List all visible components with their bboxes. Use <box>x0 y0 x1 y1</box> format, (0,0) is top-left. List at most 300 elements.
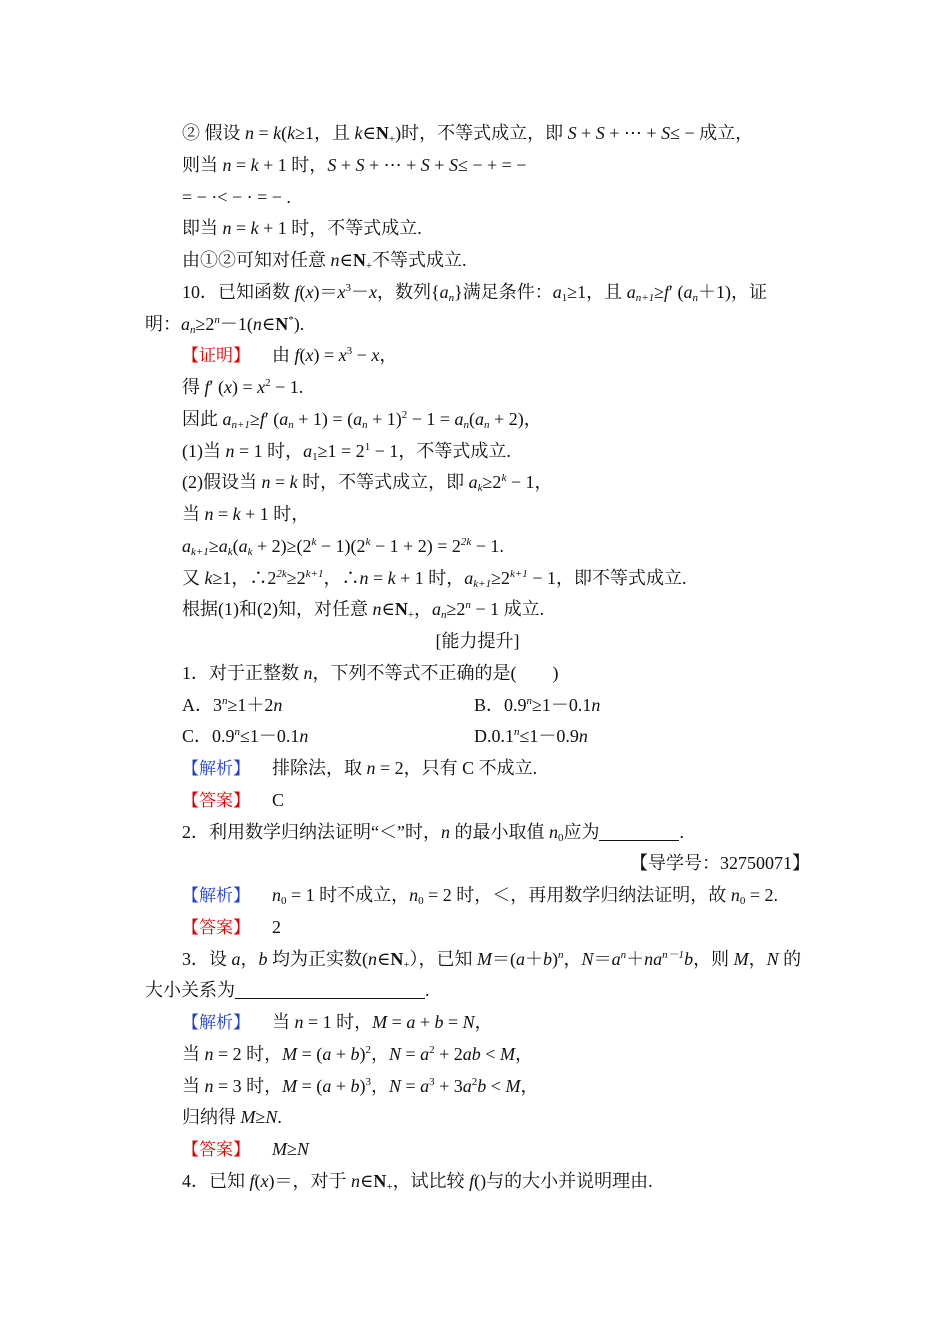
text-run: ) <box>359 1043 366 1064</box>
subscript: + <box>386 1180 393 1193</box>
subscript: + <box>365 260 373 272</box>
text-run: n <box>440 821 450 842</box>
subscript: k <box>477 482 483 495</box>
subscript: 0 <box>739 895 746 907</box>
text-run: x <box>305 345 314 366</box>
text-run: a <box>420 1075 430 1096</box>
text-run: a <box>611 948 621 969</box>
text-run: ， <box>514 1043 533 1064</box>
text-run: ( <box>299 345 306 366</box>
text-run: N <box>462 1012 475 1032</box>
text-run: − 1， <box>506 472 553 493</box>
text-run: 均为正实数( <box>267 948 368 969</box>
subscript: n <box>190 323 196 336</box>
text-run: = 1 时， <box>234 440 304 461</box>
text-run: n <box>409 885 419 905</box>
text-line <box>145 277 810 309</box>
text-run: . <box>679 821 684 842</box>
text-run: = <box>387 1012 407 1032</box>
option-left <box>182 726 308 746</box>
text-run: M <box>282 1043 298 1064</box>
text-run: 不等式成立. <box>372 250 467 270</box>
text-run: k <box>250 154 259 175</box>
text-run: + <box>429 154 449 175</box>
text-line <box>145 880 810 912</box>
superscript: * <box>288 313 294 326</box>
text-line <box>145 563 810 595</box>
text-run: k <box>250 218 259 239</box>
text-run: ∈ <box>360 1170 374 1191</box>
superscript: k <box>311 535 317 548</box>
text-line <box>145 1166 810 1198</box>
text-run: a <box>218 535 228 556</box>
section-label: 【答案】 <box>182 790 250 811</box>
text-run: )＝ <box>313 281 338 302</box>
text-run: = ( <box>297 1075 323 1096</box>
text-line <box>145 1102 810 1134</box>
text-run: a <box>683 281 693 302</box>
text-run: ) = <box>313 345 339 366</box>
subscript: 0 <box>418 895 424 907</box>
text-run: ≤ − 成立， <box>670 123 754 143</box>
text-run: ，则 <box>693 948 734 969</box>
text-run: 根据(1)和(2)知，对任意 <box>182 599 373 620</box>
text-run: (2)假设当 <box>182 472 262 493</box>
section-label: 【答案】 <box>182 917 250 938</box>
subscript: 1 <box>312 450 318 463</box>
text-run: ， <box>240 948 259 969</box>
text-run: = 2，只有 C 不成立. <box>375 758 538 778</box>
text-run: x <box>223 377 232 397</box>
text-run: ， <box>474 1012 493 1032</box>
text-run: b <box>477 1075 487 1096</box>
text-run: k <box>289 472 298 493</box>
superscript: k <box>501 472 507 485</box>
text-run: 10．已知函数 <box>182 281 295 302</box>
text-run: + 2 <box>434 1043 463 1064</box>
text-line <box>145 721 810 753</box>
text-run: N <box>388 1075 401 1096</box>
text-run: a <box>322 1075 332 1096</box>
text-run: ≥2 <box>446 599 466 620</box>
text-run: = <box>231 154 251 175</box>
superscript: n <box>526 694 533 707</box>
text-run: n <box>372 599 382 620</box>
text-run: 当 <box>182 1075 205 1096</box>
superscript: 3 <box>429 1075 435 1088</box>
superscript: 2 <box>429 1043 435 1056</box>
text-line <box>145 118 810 150</box>
text-run: ≥1，且 <box>567 281 627 302</box>
text-run: = − ·< − · = − . <box>182 186 291 207</box>
text-run: M <box>240 1107 256 1128</box>
text-run: ≥1 = 2 <box>317 440 365 461</box>
text-run: A．3 <box>182 694 222 715</box>
superscript: k+1 <box>510 567 528 580</box>
text-run: ≤1－0.1 <box>240 726 300 747</box>
text-run: ＋1)，证 <box>697 281 767 302</box>
text-run: 当 <box>182 1043 205 1064</box>
text-run: + 1 时，不等式成立. <box>258 218 422 239</box>
text-run: + <box>331 1043 351 1064</box>
text-run: f <box>469 1170 475 1191</box>
text-run: n <box>245 123 254 143</box>
text-line <box>145 372 810 404</box>
text-run: n <box>359 567 369 588</box>
subscript: n+1 <box>231 418 250 431</box>
section-label: 【答案】 <box>182 1140 250 1160</box>
text-run: − <box>352 345 372 366</box>
text-run: k <box>232 504 241 524</box>
text-run: 【导学号：32750071】 <box>630 853 810 874</box>
text-line <box>145 594 810 626</box>
text-line <box>145 975 810 1007</box>
text-line <box>145 753 810 785</box>
text-run: − 1. <box>471 535 504 556</box>
text-run: 由 <box>272 345 295 366</box>
text-run: a <box>238 535 248 556</box>
text-run: )＝，对于 <box>268 1170 352 1191</box>
text-run: 归纳得 <box>182 1107 241 1128</box>
superscript: 3 <box>365 1075 371 1088</box>
text-line <box>145 1071 810 1103</box>
subscript: n <box>463 418 470 431</box>
text-run: ′ ( <box>264 408 280 429</box>
text-run: = <box>400 1043 421 1064</box>
text-run: a <box>231 948 241 969</box>
text-run: a <box>439 281 449 302</box>
text-run: a <box>322 1043 332 1064</box>
text-run: = <box>213 504 233 524</box>
text-run: ∈ <box>339 250 353 270</box>
text-run: ). <box>293 313 305 334</box>
option-right <box>474 721 588 753</box>
text-run: n <box>222 218 232 239</box>
text-run: S <box>567 123 577 143</box>
text-run: f <box>664 281 670 302</box>
subscript: n <box>441 609 447 622</box>
text-run: ，数列{ <box>377 281 440 302</box>
text-run: n <box>204 504 214 524</box>
text-line <box>145 404 810 436</box>
text-run: ≥ <box>654 281 665 302</box>
text-line <box>145 1007 810 1039</box>
text-run: a <box>279 408 289 429</box>
subscript: n <box>362 418 368 431</box>
text-run: f <box>259 408 265 429</box>
text-run: ≥ <box>208 535 219 556</box>
text-run: N <box>394 599 408 620</box>
text-run: ′ ( <box>209 377 224 397</box>
text-run: ， <box>520 1075 539 1096</box>
subscript: n <box>692 291 698 304</box>
text-run: ，试比较 <box>392 1170 470 1191</box>
text-line <box>145 182 810 214</box>
text-run: = 1 时不成立， <box>286 885 410 905</box>
text-run: . <box>277 1107 282 1128</box>
subscript: + <box>388 133 396 145</box>
text-line <box>145 245 810 277</box>
text-run: k <box>354 123 363 143</box>
text-run: ∈ <box>381 599 395 620</box>
text-run: + 1 时， <box>240 504 310 524</box>
text-run: f <box>249 1170 255 1191</box>
text-run: na <box>644 948 663 969</box>
text-run: − 1. <box>270 377 304 397</box>
text-run: = <box>270 472 290 493</box>
text-run: －1( <box>219 313 253 334</box>
text-run: a <box>626 281 636 302</box>
option-left <box>182 695 282 715</box>
text-run: n <box>294 1012 304 1032</box>
text-line <box>145 1039 810 1071</box>
text-run: M <box>282 1075 298 1096</box>
superscript: n－1 <box>662 948 685 961</box>
superscript: 2 <box>401 408 408 421</box>
text-run: k <box>204 567 213 588</box>
text-line <box>145 848 810 880</box>
text-run: ， <box>370 1043 389 1064</box>
text-run: 得 <box>182 377 205 397</box>
text-run: = ( <box>297 1043 323 1064</box>
text-run: = <box>443 1012 463 1032</box>
superscript: 2k <box>276 567 287 580</box>
text-run: C <box>272 789 285 810</box>
text-line <box>145 912 810 944</box>
subscript: k+1 <box>473 577 492 590</box>
text-run: b <box>350 1075 360 1096</box>
text-line <box>145 436 810 468</box>
text-run: N <box>766 948 779 969</box>
text-run: − 1 + 2) = 2 <box>370 535 461 556</box>
superscript: n <box>514 726 520 739</box>
text-run: + <box>331 1075 351 1096</box>
text-run: ），已知 <box>409 948 478 969</box>
text-run: N <box>265 1107 278 1128</box>
section-label: 【证明】 <box>182 346 250 367</box>
text-run: b <box>684 948 694 969</box>
section-heading <box>145 626 810 658</box>
text-run: ∈ <box>362 123 376 143</box>
text-run: ≥1＋2 <box>227 694 274 715</box>
text-run: − 1，不等式成立. <box>370 440 511 461</box>
text-run: M <box>505 1075 521 1096</box>
text-run: [能力提升] <box>435 631 520 651</box>
text-run: x <box>337 281 346 302</box>
text-run: ( <box>469 408 476 429</box>
text-run: ≥1，且 <box>295 123 355 143</box>
text-run: = 2. <box>745 885 778 905</box>
text-run: . <box>425 980 430 1001</box>
text-run: + 1) = ( <box>293 408 354 429</box>
text-run: n <box>252 313 262 334</box>
text-run: 的最小取值 <box>449 821 549 842</box>
text-run: 时，不等式成立，即 <box>297 472 469 493</box>
text-run: a <box>552 281 562 302</box>
text-run: + 2)≥(2 <box>252 535 312 556</box>
text-run: S <box>661 123 671 143</box>
text-run: N <box>375 123 389 143</box>
text-run: a <box>303 440 313 461</box>
text-run: n <box>548 821 558 842</box>
text-run: + 1 时， <box>395 567 465 588</box>
text-run: 3．设 <box>182 948 232 969</box>
subscript: k <box>227 545 233 558</box>
text-run: 2 <box>272 916 281 937</box>
text-run: f <box>204 377 210 397</box>
subscript: n+1 <box>635 291 655 304</box>
superscript: 2 <box>365 1043 371 1056</box>
text-run: ) = <box>231 377 258 397</box>
answer-blank <box>235 978 425 999</box>
document-page <box>145 118 810 1198</box>
text-run: + <box>576 123 596 143</box>
text-run: M <box>733 948 749 969</box>
text-run: 由①②可知对任意 <box>182 250 331 270</box>
text-run: ＋ <box>525 948 544 969</box>
text-run: a <box>454 408 464 429</box>
text-run: ≥ <box>249 408 260 429</box>
text-run: ) <box>359 1075 366 1096</box>
text-run: 则当 <box>182 154 223 175</box>
text-run: S <box>420 154 430 175</box>
text-run: a <box>406 1012 416 1032</box>
text-run: n <box>330 250 340 270</box>
text-run: 2．利用数学归纳法证明“＜”时， <box>182 821 441 842</box>
text-run: 即当 <box>182 218 223 239</box>
text-run: D.0.1 <box>474 726 514 747</box>
text-run: n <box>578 726 588 747</box>
text-run: S <box>595 123 605 143</box>
text-run: 当 <box>182 504 205 524</box>
text-run: n <box>204 1043 214 1064</box>
text-run: N <box>373 1170 387 1191</box>
text-run: n <box>204 1075 214 1096</box>
superscript: 3 <box>346 345 353 358</box>
text-run: ＝( <box>492 948 517 969</box>
text-run: + 1) <box>367 408 402 429</box>
text-run: )时，不等式成立，即 <box>395 123 568 143</box>
superscript: n <box>222 694 228 707</box>
option-right <box>474 690 600 722</box>
text-run: N <box>275 313 289 334</box>
text-run: S <box>448 154 458 175</box>
text-run: ＋ <box>626 948 645 969</box>
superscript: 3 <box>345 281 352 294</box>
text-run: x <box>338 345 347 366</box>
text-run: n <box>730 885 740 905</box>
text-run: (1)当 <box>182 440 226 461</box>
text-run: ) <box>552 948 559 969</box>
text-run: S <box>327 154 337 175</box>
text-run: M <box>272 1139 287 1159</box>
text-line <box>145 817 810 849</box>
text-run: n <box>591 694 601 715</box>
text-run: 4．已知 <box>182 1170 250 1191</box>
text-run: a <box>353 408 363 429</box>
text-run: a <box>181 313 190 334</box>
text-run: n <box>366 758 376 778</box>
text-run: + 3 <box>434 1075 463 1096</box>
text-run: x <box>371 345 380 366</box>
text-run: 应为 <box>563 821 600 842</box>
text-run: ( <box>281 123 288 143</box>
superscript: k+1 <box>305 567 324 580</box>
text-run: = 3 时， <box>213 1075 283 1096</box>
text-line <box>145 499 810 531</box>
superscript: 2 <box>471 1075 478 1088</box>
text-run: a <box>516 948 526 969</box>
text-run: n <box>261 472 271 493</box>
text-run: 又 <box>182 567 205 588</box>
text-run: M <box>372 1012 388 1032</box>
text-run: n <box>351 1170 361 1191</box>
text-run: n <box>368 948 377 969</box>
text-run: − 1 成立. <box>470 599 545 620</box>
subscript: + <box>407 609 415 622</box>
text-run: N <box>352 250 366 270</box>
superscript: n <box>465 599 471 612</box>
text-run: b <box>258 948 268 969</box>
text-run: k <box>287 123 296 143</box>
text-run: N <box>388 1043 401 1064</box>
text-run: + <box>336 154 356 175</box>
text-run: ， <box>414 599 433 620</box>
text-run: = <box>231 218 251 239</box>
text-run: 1．对于正整数 <box>182 662 304 683</box>
text-line <box>145 213 810 245</box>
text-run: ，∴ <box>323 567 360 588</box>
superscript: n <box>620 948 627 961</box>
subscript: 0 <box>557 831 564 844</box>
text-run: S <box>355 154 365 175</box>
text-run: ≥2 <box>482 472 502 493</box>
text-run: a <box>420 1043 430 1064</box>
text-run: ( <box>232 535 239 556</box>
superscript: n <box>214 313 220 326</box>
text-run: a <box>432 599 442 620</box>
section-label: 【解析】 <box>182 886 250 906</box>
text-run: x <box>305 281 314 302</box>
text-run: f <box>294 281 300 302</box>
text-run: ≥1－0.1 <box>532 694 592 715</box>
text-run: 的 <box>778 948 802 969</box>
text-run: － <box>351 281 370 302</box>
text-run: ( <box>299 281 306 302</box>
text-run: + 1 时， <box>258 154 328 175</box>
text-run: a <box>462 1075 472 1096</box>
text-run: = <box>368 567 388 588</box>
text-run: C．0.9 <box>182 726 235 747</box>
text-run: ≤1－0.9 <box>519 726 579 747</box>
text-run: a <box>464 567 474 588</box>
subscript: k+1 <box>191 545 209 558</box>
text-run: ∈ <box>377 948 391 969</box>
text-run: + ⋯ + <box>604 123 662 143</box>
text-run: = 2 时， <box>213 1043 283 1064</box>
text-run: + ⋯ + <box>364 154 421 175</box>
text-line <box>145 690 810 722</box>
text-run: = 1 时， <box>303 1012 373 1032</box>
text-run: n <box>222 154 232 175</box>
text-run: ，下列不等式不正确的是( ) <box>312 662 559 683</box>
text-run: N <box>296 1139 309 1159</box>
text-run: ( <box>254 1170 261 1191</box>
text-run: f <box>294 345 300 366</box>
text-run: ， <box>563 948 582 969</box>
text-run: M <box>499 1043 515 1064</box>
text-line <box>145 150 810 182</box>
